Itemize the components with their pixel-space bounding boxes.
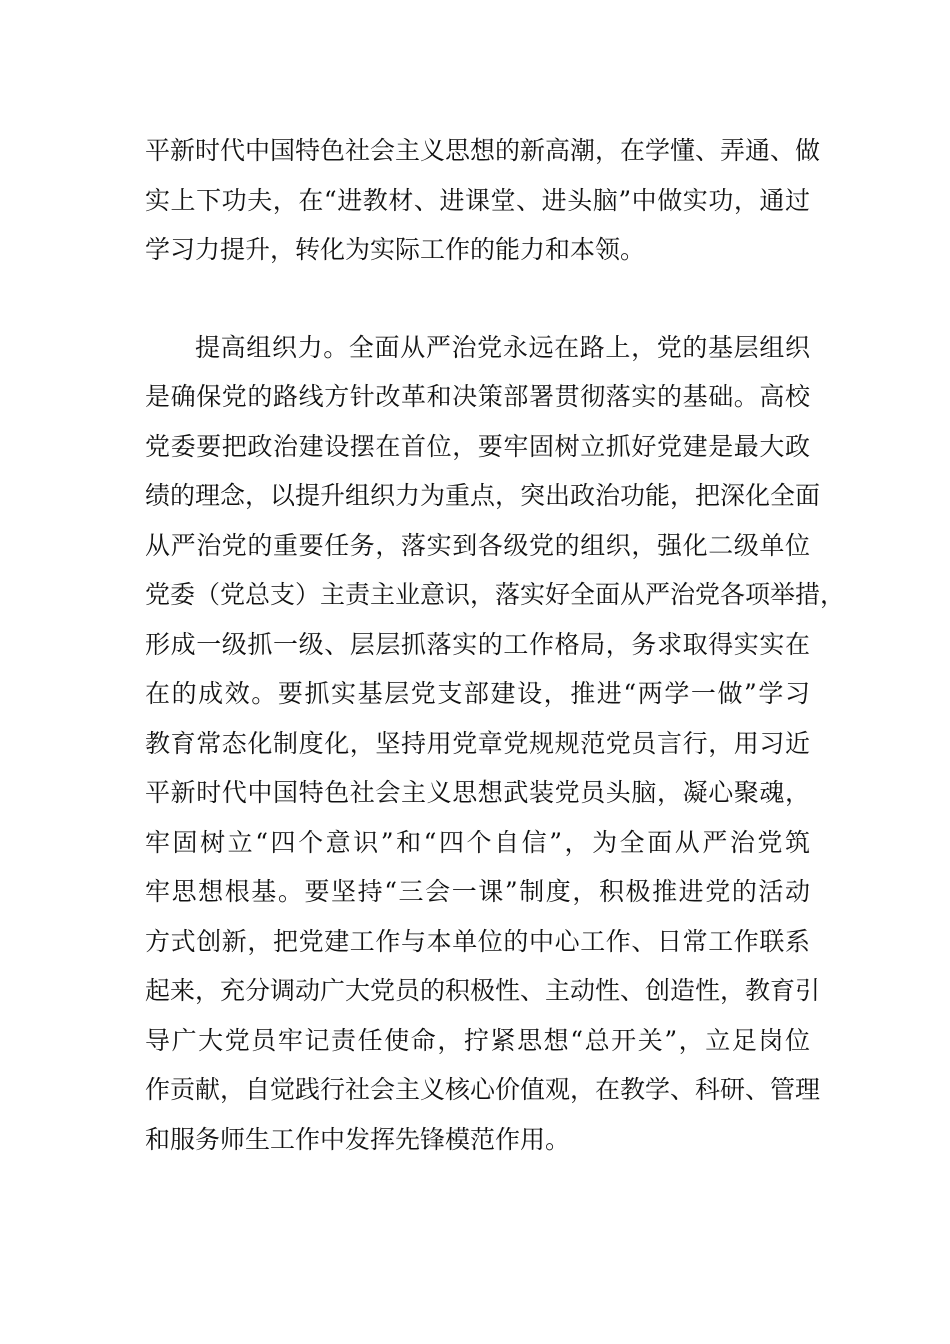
text-line: 作贡献，自觉践行社会主义核心价值观，在教学、科研、管理 bbox=[145, 1075, 821, 1104]
text-line: 实上下功夫，在“进教材、进课堂、进头脑”中做实功，通过 bbox=[145, 185, 810, 215]
text-line: 方式创新，把党建工作与本单位的中心工作、日常工作联系 bbox=[145, 926, 810, 956]
text-line: 牢思想根基。要坚持“三会一课”制度，积极推进党的活动 bbox=[145, 877, 810, 906]
text-line-first: 提高组织力。全面从严治党永远在路上，党的基层组织 bbox=[195, 332, 810, 362]
text-line: 形成一级抓一级、层层抓落实的工作格局，务求取得实实在 bbox=[145, 629, 810, 659]
text-line: 在的成效。要抓实基层党支部建设，推进“两学一做”学习 bbox=[145, 679, 810, 708]
paragraph-continuation bbox=[145, 126, 821, 275]
paragraph-organization bbox=[145, 323, 846, 1165]
text-line: 绩的理念，以提升组织力为重点，突出政治功能，把深化全面 bbox=[145, 481, 821, 510]
text-line: 从严治党的重要任务，落实到各级党的组织，强化二级单位 bbox=[145, 530, 810, 560]
text-line: 平新时代中国特色社会主义思想武装党员头脑，凝心聚魂， bbox=[145, 778, 810, 807]
document-body bbox=[145, 126, 846, 1164]
text-line: 导广大党员牢记责任使命，拧紧思想“总开关”，立足岗位 bbox=[145, 1025, 810, 1055]
text-line: 平新时代中国特色社会主义思想的新高潮，在学懂、弄通、做 bbox=[145, 136, 821, 165]
text-line: 和服务师生工作中发挥先锋模范作用。 bbox=[145, 1124, 571, 1154]
text-line: 党委（党总支）主责主业意识，落实好全面从严治党各项举措， bbox=[145, 580, 846, 609]
text-line: 学习力提升，转化为实际工作的能力和本领。 bbox=[145, 235, 646, 264]
paragraph-spacer bbox=[145, 275, 810, 323]
text-line: 牢固树立“四个意识”和“四个自信”，为全面从严治党筑 bbox=[145, 827, 810, 857]
text-line: 起来，充分调动广大党员的积极性、主动性、创造性，教育引 bbox=[145, 976, 821, 1005]
text-line: 是确保党的路线方针改革和决策部署贯彻落实的基础。高校 bbox=[145, 382, 810, 411]
text-line: 教育常态化制度化，坚持用党章党规规范党员言行，用习近 bbox=[145, 728, 810, 758]
text-line: 党委要把政治建设摆在首位，要牢固树立抓好党建是最大政 bbox=[145, 431, 810, 461]
